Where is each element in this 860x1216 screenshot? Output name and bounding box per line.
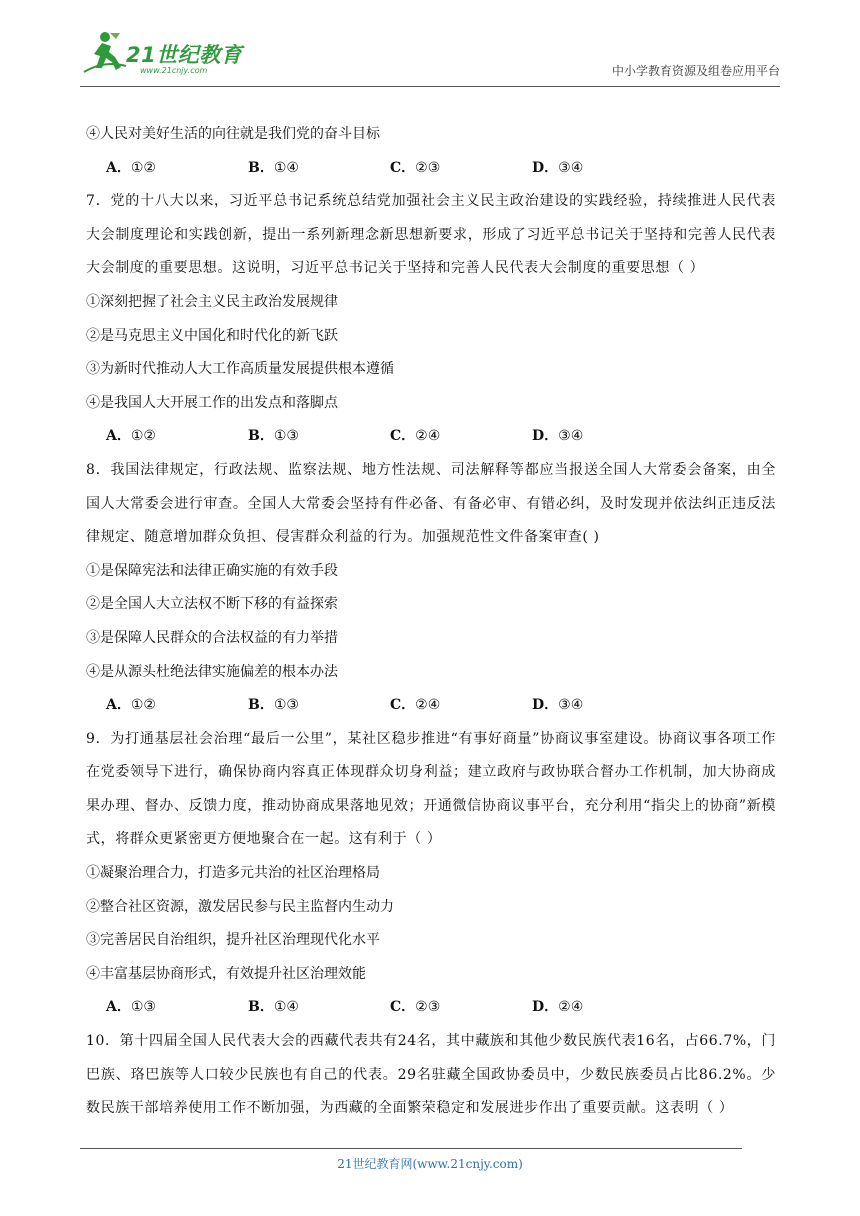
choice-c[interactable]: C．②③	[390, 159, 441, 176]
header-divider	[80, 86, 780, 87]
choice-a[interactable]: A．①②	[106, 697, 156, 714]
option-item: ①是保障宪法和法律正确实施的有效手段	[86, 562, 338, 579]
choice-b[interactable]: B．①③	[248, 428, 299, 445]
choice-d[interactable]: D．②④	[532, 999, 584, 1016]
option-item: ②整合社区资源，激发居民参与民主监督内生动力	[86, 898, 394, 915]
platform-name: 中小学教育资源及组卷应用平台	[611, 64, 780, 78]
choice-b[interactable]: B．①③	[248, 697, 299, 714]
choice-c[interactable]: C．②③	[390, 999, 441, 1016]
option-item: ①深刻把握了社会主义民主政治发展规律	[86, 293, 338, 310]
option-item: ②是全国人大立法权不断下移的有益探索	[86, 596, 338, 613]
option-item: ③为新时代推动人大工作高质量发展提供根本遵循	[86, 361, 394, 378]
option-item: ③是保障人民群众的合法权益的有力举措	[86, 629, 338, 646]
logo-text: 21世纪教育	[126, 43, 243, 67]
logo-url: www.21cnjy.com	[140, 66, 208, 75]
page-header	[80, 30, 780, 86]
choice-a[interactable]: A．①②	[106, 428, 156, 445]
answer-choices	[86, 152, 776, 186]
option-item: ②是马克思主义中国化和时代化的新飞跃	[86, 327, 338, 344]
choice-b[interactable]: B．①④	[248, 999, 299, 1016]
choice-b[interactable]: B．①④	[248, 159, 299, 176]
answer-choices	[86, 689, 776, 723]
option-item: ③完善居民自治组织，提升社区治理现代化水平	[86, 932, 380, 949]
question-stem: 7．党的十八大以来，习近平总书记系统总结党加强社会主义民主政治建设的实践经验，持续推进人民代表大会制度理论和实践创新，提出一系列新理念新思想新要求，形成了习近平总书记关于坚持和完善人民代表大会制度的重要思想。这说明，习近平总书记关于坚持和完善人民代表大会制度的重要思想（ ）	[86, 193, 776, 277]
option-item: ④丰富基层协商形式，有效提升社区治理效能	[86, 965, 366, 982]
option-item: ④人民对美好生活的向往就是我们党的奋斗目标	[86, 126, 380, 142]
choice-a[interactable]: A．①③	[106, 999, 156, 1016]
question-stem: 8．我国法律规定，行政法规、监察法规、地方性法规、司法解释等都应当报送全国人大常委会备案，由全国人大常委会进行审查。全国人大常委会坚持有件必备、有备必审、有错必纠，及时发现并依法纠正违反法律规定、随意增加群众负担、侵害群众利益的行为。加强规范性文件备案审查( )	[86, 461, 776, 546]
choice-c[interactable]: C．②④	[390, 428, 441, 445]
option-item: ④是从源头杜绝法律实施偏差的根本办法	[86, 663, 338, 680]
option-item: ④是我国人大开展工作的出发点和落脚点	[86, 394, 338, 411]
footer-divider	[80, 1148, 742, 1149]
question-stem: 10．第十四届全国人民代表大会的西藏代表共有24名，其中藏族和其他少数民族代表16名，占66.7%，门巴族、珞巴族等人口较少民族也有自己的代表。29名驻藏全国政协委员中，少数民族委员占比86.2%。少数民族干部培养使用工作不断加强，为西藏的全面繁荣稳定和发展进步作出了重要贡献。这表明（ ）	[86, 1033, 776, 1117]
choice-d[interactable]: D．③④	[532, 159, 584, 176]
choice-d[interactable]: D．③④	[532, 697, 584, 714]
choice-c[interactable]: C．②④	[390, 697, 441, 714]
choice-d[interactable]: D．③④	[532, 428, 584, 445]
site-logo[interactable]	[80, 30, 280, 80]
option-item: ①凝聚治理合力，打造多元共治的社区治理格局	[86, 865, 380, 882]
runner-logo-icon	[80, 30, 128, 76]
question-stem: 9．为打通基层社会治理“最后一公里”，某社区稳步推进“有事好商量”协商议事室建设。协商议事各项工作在党委领导下进行，确保协商内容真正体现群众切身利益；建立政府与政协联合督办工作机制，加大协商成果办理、督办、反馈力度，推动协商成果落地见效；开通微信协商议事平台，充分利用“指尖上的协商”新模式，将群众更紧密更方便地聚合在一起。这有利于（ ）	[86, 730, 776, 848]
answer-choices	[86, 420, 776, 454]
choice-a[interactable]: A．①②	[106, 159, 156, 176]
question-content	[86, 118, 776, 1126]
footer-link[interactable]: 21世纪教育网(www.21cnjy.com)	[337, 1157, 523, 1171]
answer-choices	[86, 991, 776, 1025]
